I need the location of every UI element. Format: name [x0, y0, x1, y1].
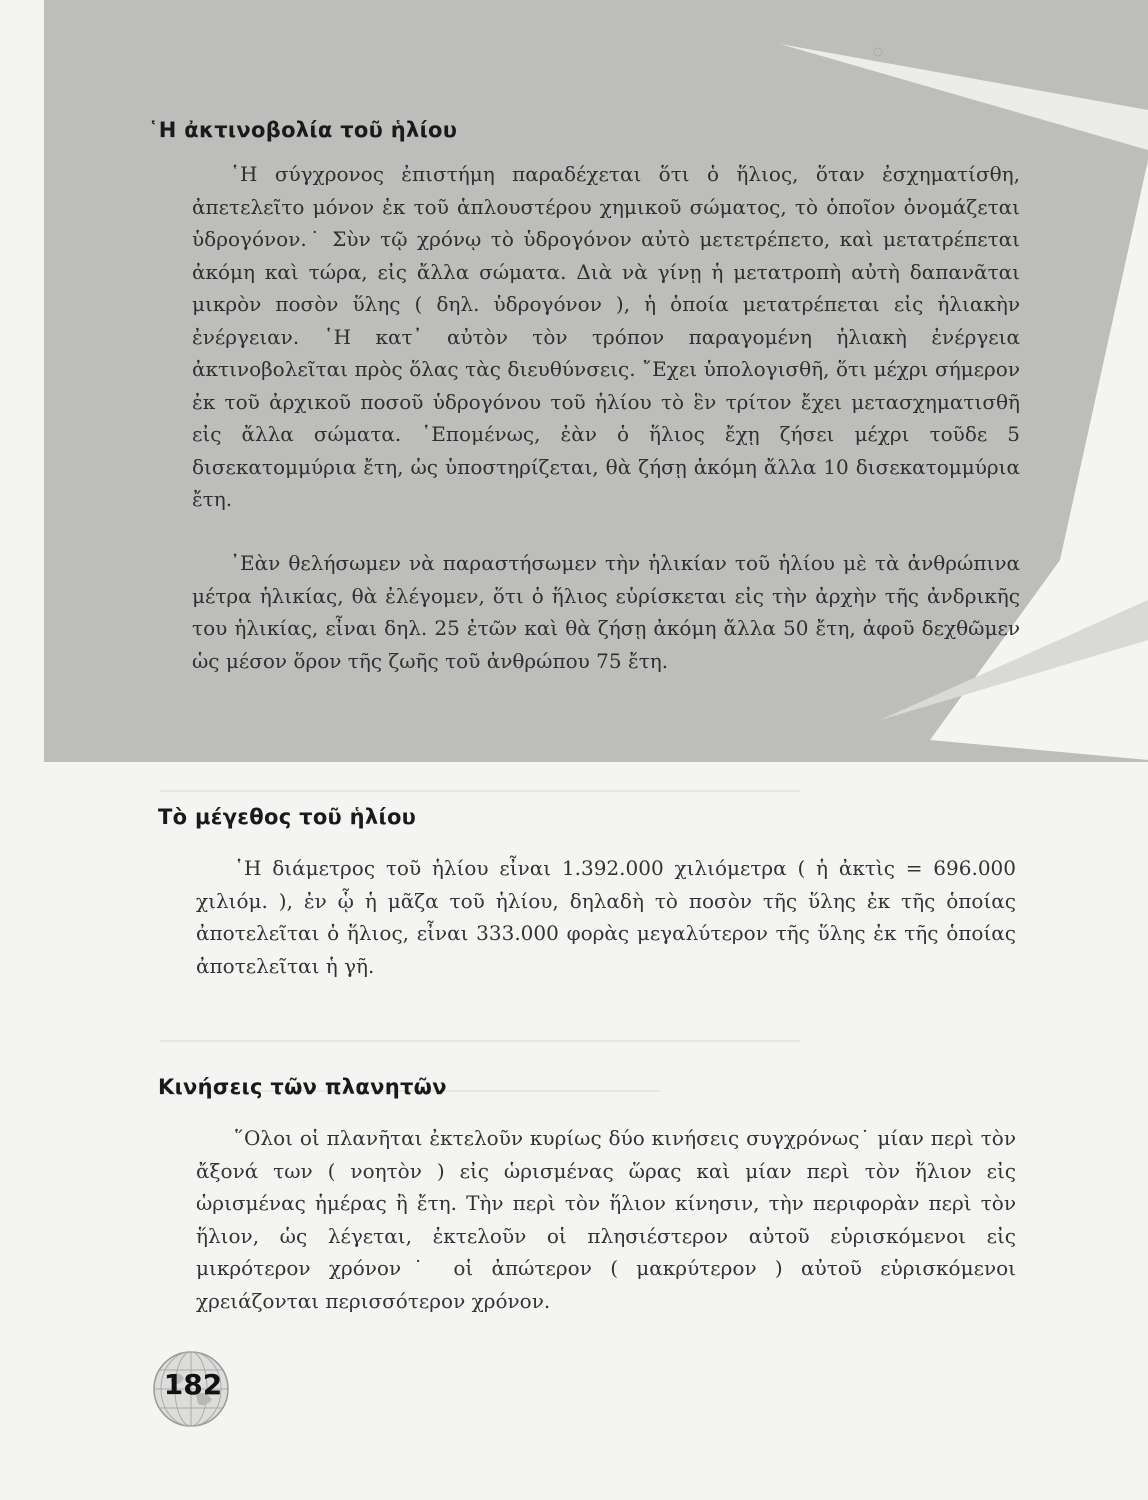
section-title-radiation: ῾Η ἀκτινοβολία τοῦ ἡλίου [148, 118, 458, 142]
paragraph-size: ῾Η διάμετρος τοῦ ἡλίου εἶναι 1.392.000 χιλιόμετρα ( ἡ ἀκτὶς = 696.000 χιλιόμ. ), ἐν ᾧ ἡ μᾶζα τοῦ ἡλίου, δηλαδὴ τὸ ποσὸν τῆς ὕλης ἐκ τῆς ὁποίας ἀποτελεῖται ὁ ἥλιος, εἶναι 333.000 φορὰς μεγαλύτερον τῆς ὕλης ἐκ τῆς ὁποίας ἀποτελεῖται ἡ γῆ. [196, 856, 1016, 978]
section-title-size: Τὸ μέγεθος τοῦ ἡλίου [158, 805, 417, 829]
page-number: 182 [163, 1368, 223, 1401]
paragraph-radiation-2: ᾿Εὰν θελήσωμεν νὰ παραστήσωμεν τὴν ἡλικίαν τοῦ ἡλίου μὲ τὰ ἀνθρώπινα μέτρα ἡλικίας, θὰ ἐλέγομεν, ὅτι ὁ ἥλιος εὑρίσκεται εἰς τὴν ἀρχὴν τῆς ἀνδρικῆς του ἡλικίας, εἶναι δηλ. 25 ἐτῶν καὶ θὰ ζήσῃ ἀκόμη ἄλλα 50 ἔτη, ἀφοῦ δεχθῶμεν ὡς μέσον ὅρον τῆς ζωῆς τοῦ ἀνθρώπου 75 ἔτη. [192, 551, 1020, 673]
paragraph-motions: ῞Ολοι οἱ πλανῆται ἐκτελοῦν κυρίως δύο κινήσεις συγχρόνως˙ μίαν περὶ τὸν ἄξονά των ( νοητὸν ) εἰς ὡρισμένας ὥρας καὶ μίαν περὶ τὸν ἥλιον εἰς ὡρισμένας ἡμέρας ἢ ἔτη. Τὴν περὶ τὸν ἥλιον κίνησιν, τὴν περιφορὰν περὶ τὸν ἥλιον, ὡς λέγεται, ἐκτελοῦν οἱ πλησιέστερον αὐτοῦ εὑρισκόμενοι εἰς μικρότερον χρόνον˙ οἱ ἀπώτερον ( μακρύτερον ) αὐτοῦ εὑρισκόμενοι χρειάζονται περισσότερον χρόνον. [196, 1126, 1016, 1313]
bleed-through-line [160, 790, 800, 792]
paragraph-radiation-1: ῾Η σύγχρονος ἐπιστήμη παραδέχεται ὅτι ὁ ἥλιος, ὅταν ἐσχηματίσθη, ἀπετελεῖτο μόνον ἐκ τοῦ ἁπλουστέρου χημικοῦ σώματος, τὸ ὁποῖον ὀνομάζεται ὑδρογόνον.˙ Σὺν τῷ χρόνῳ τὸ ὑδρογόνον αὐτὸ μετετρέπετο, καὶ μετατρέπεται ἀκόμη καὶ τώρα, εἰς ἄλλα σώματα. Διὰ νὰ γίνῃ ἡ μετατροπὴ αὐτὴ δαπανᾶται μικρὸν ποσὸν ὕλης ( δηλ. ὑδρογόνον ), ἡ ὁποία μετατρέπεται εἰς ἡλιακὴν ἐνέργειαν. ῾Η κατ᾿ αὐτὸν τὸν τρόπον παραγομένη ἡλιακὴ ἐνέργεια ἀκτινοβολεῖται πρὸς ὅλας τὰς διευθύνσεις. ῎Εχει ὑπολογισθῆ, ὅτι μέχρι σήμερον ἐκ τοῦ ἀρχικοῦ ποσοῦ ὑδρογόνου τοῦ ἡλίου τὸ ἓν τρίτον ἔχει μετασχηματισθῆ εἰς ἄλλα σώματα. ῾Επομένως, ἐὰν ὁ ἥλιος ἔχῃ ζήσει μέχρι τοῦδε 5 δισεκατομμύρια ἔτη, ὡς ὑποστηρίζεται, θὰ ζήσῃ ἀκόμη ἄλλα 10 δισεκατομμύρια ἔτη. [192, 162, 1020, 511]
section-title-motions: Κινήσεις τῶν πλανητῶν [158, 1075, 447, 1099]
bleed-through-line [160, 1040, 800, 1042]
